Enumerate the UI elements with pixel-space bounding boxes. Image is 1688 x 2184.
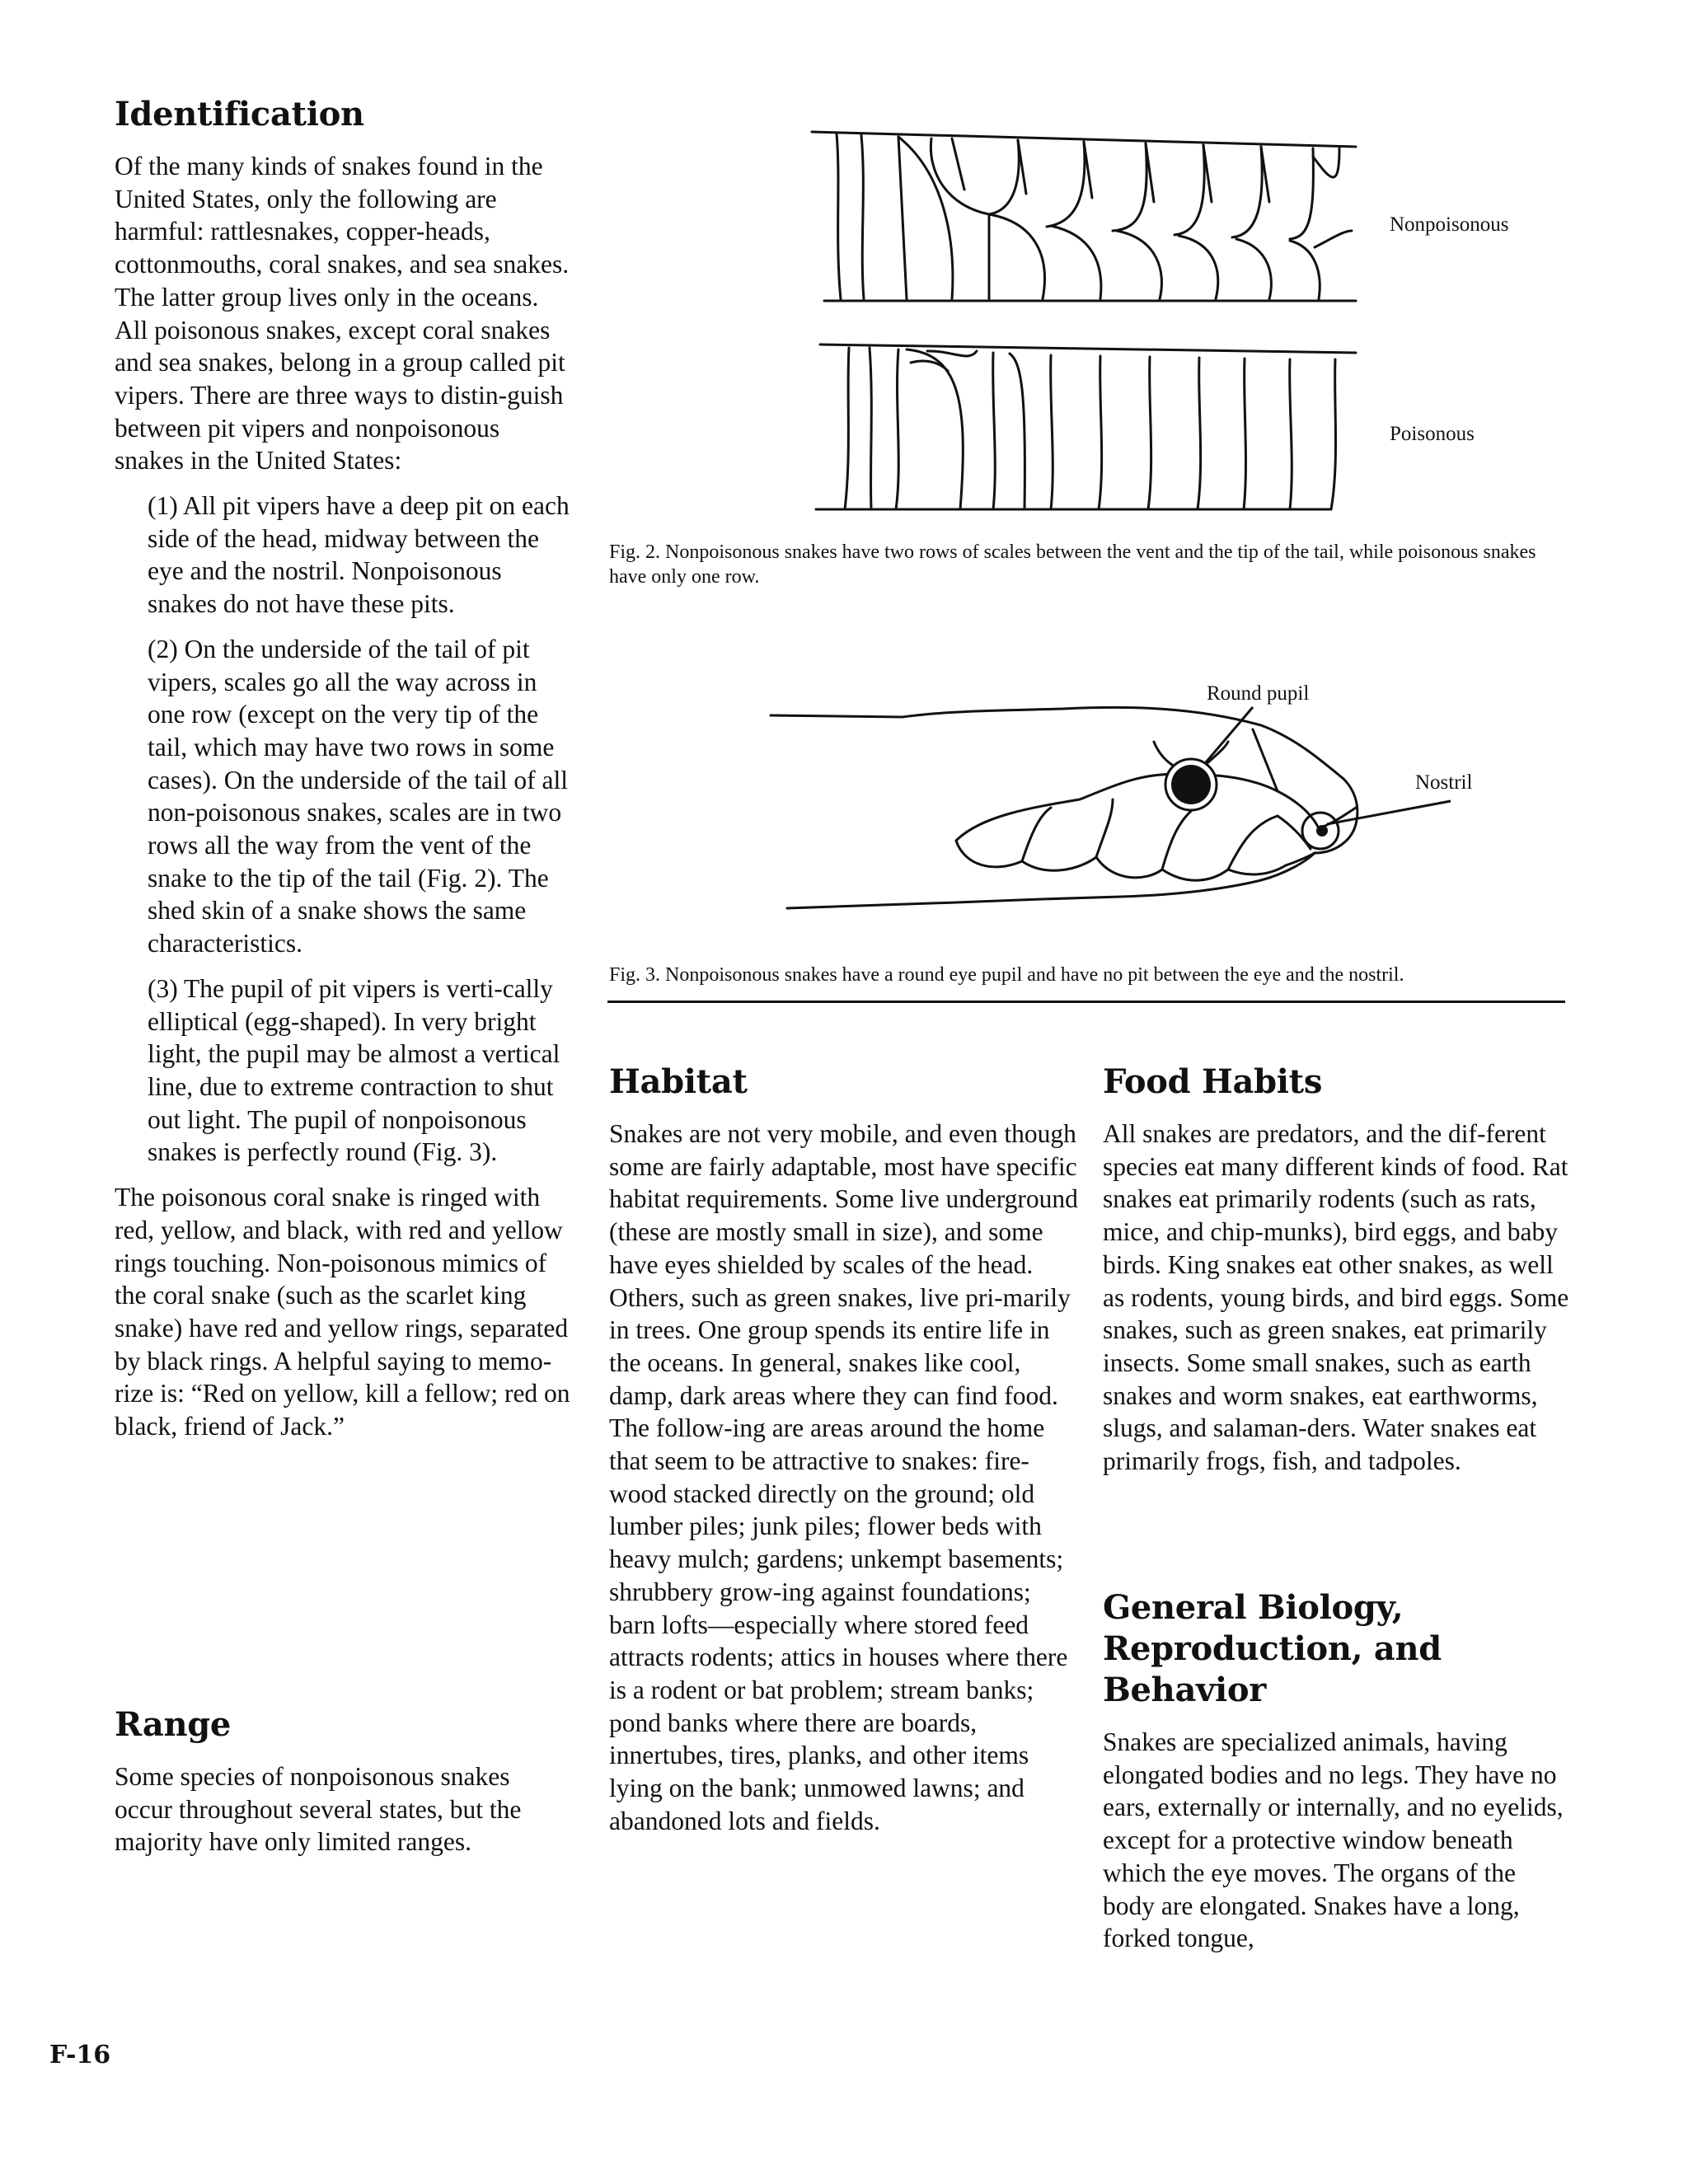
food-habits-text: All snakes are predators, and the dif-ferent species eat many different kinds of food. Rat snakes eat primarily rodents (such as rats, mice, and chip-munks), bird eggs, and baby birds. King snakes eat other snakes, as well as rodents, young birds, and bird eggs. Some snakes, such as green snakes, eat primarily insects. Some small snakes, such as earth snakes and worm snakes, eat earthworms, slugs, and salaman-ders. Water snakes eat primarily frogs, fish, and tadpoles. (1103, 1119, 1569, 1476)
biology-text: Snakes are specialized animals, having elongated bodies and no legs. They have no ears, externally or internally, and no eyelids, except for a protective window beneath which the eye moves. The organs of the body are elongated. Snakes have a long, forked tongue, (1103, 1727, 1564, 1953)
range-heading: Range (115, 1705, 232, 1744)
fig2-scale-diagram (804, 124, 1364, 519)
fig2-label-poisonous: Poisonous (1390, 423, 1475, 445)
snake-head-drawing (771, 707, 1357, 908)
habitat-section (609, 1062, 1079, 1837)
nostril-pointer-line (1327, 801, 1451, 824)
identification-point-1: (1) All pit vipers have a deep pit on each side of the head, midway between the eye and the nostril. Nonpoisonous snakes do not have these pits. (148, 491, 570, 619)
range-text: Some species of nonpoisonous snakes occur throughout several states, but the majority have only limited ranges. (115, 1762, 522, 1857)
poisonous-tail-drawing (816, 344, 1356, 509)
coral-snake-paragraph: The poisonous coral snake is ringed with red, yellow, and black, with red and yellow rings touching. Non-poisonous mimics of the coral snake (such as the scarlet king snake) have red and yellow rings, separated by black rings. A helpful saying to memo-rize is: “Red on yellow, kill a fellow; red on black, friend of Jack.” (115, 1183, 570, 1441)
range-section (115, 1704, 572, 1858)
biology-section (1103, 1587, 1573, 1955)
fig3-label-round-pupil: Round pupil (1207, 682, 1310, 705)
page-number: F-16 (49, 2041, 111, 2069)
biology-heading: General Biology, Reproduction, and Behavior (1103, 1588, 1442, 1709)
habitat-text: Snakes are not very mobile, and even though some are fairly adaptable, most have specific habitat requirements. Some live underground (these are mostly small in size), and some have eyes shielded by scales of the head. Others, such as green snakes, live pri-marily in trees. One group spends its entire life in the oceans. In general, snakes like cool, damp, dark areas where they can find food. The follow-ing are areas around the home that seem to be attractive to snakes: fire-wood stacked directly on the ground; old lumber piles; junk piles; flower beds with heavy mulch; gardens; unkempt basements; shrubbery grow-ing against foundations; barn lofts—especially where stored feed attracts rodents; attics in houses where there is a rodent or bat problem; stream banks; pond banks where there are boards, innertubes, tires, planks, and other items lying on the bank; unmowed lawns; and abandoned lots and fields. (609, 1119, 1078, 1835)
food-habits-section (1103, 1062, 1573, 1478)
fig3-label-nostril: Nostril (1415, 771, 1473, 794)
identification-point-2: (2) On the underside of the tail of pit vipers, scales go all the way across in one row (except on the very tip of the tail, which may have two rows in some cases). On the underside of the tail of all non-poisonous snakes, scales are in two rows all the way from the vent of the snake to the tip of the tail (Fig. 2). The shed skin of a snake shows the same characteristics. (148, 634, 568, 958)
identification-point-3: (3) The pupil of pit vipers is verti-cally elliptical (egg-shaped). In very bright light, the pupil may be almost a vertical line, due to extreme contraction to shut out light. The pupil of nonpoisonous snakes is perfectly round (Fig. 3). (148, 973, 560, 1167)
food-habits-heading: Food Habits (1103, 1062, 1323, 1101)
identification-heading: Identification (115, 95, 364, 134)
habitat-heading: Habitat (609, 1062, 748, 1101)
fig2-caption: Fig. 2. Nonpoisonous snakes have two rows of scales between the vent and the tip of the tail, while poisonous snakes have only one row. (609, 541, 1536, 588)
identification-section (115, 94, 572, 1443)
round-pupil (1171, 765, 1211, 804)
section-divider-rule (607, 1001, 1565, 1003)
fig2-label-nonpoisonous: Nonpoisonous (1390, 213, 1509, 236)
identification-intro: Of the many kinds of snakes found in the United States, only the following are harmful: rattlesnakes, copper-heads, cottonmouths, coral snakes, and sea snakes. The latter group lives only in the oceans. All poisonous snakes, except coral snakes and sea snakes, belong in a group called pit vipers. There are three ways to distin-guish between pit vipers and nonpoisonous snakes in the United States: (115, 152, 570, 476)
fig3-caption: Fig. 3. Nonpoisonous snakes have a round eye pupil and have no pit between the eye and the nostril. (609, 964, 1404, 986)
fig3-snake-head-diagram (767, 692, 1484, 923)
nonpoisonous-tail-drawing (812, 132, 1356, 301)
nostril-dot (1316, 825, 1328, 837)
